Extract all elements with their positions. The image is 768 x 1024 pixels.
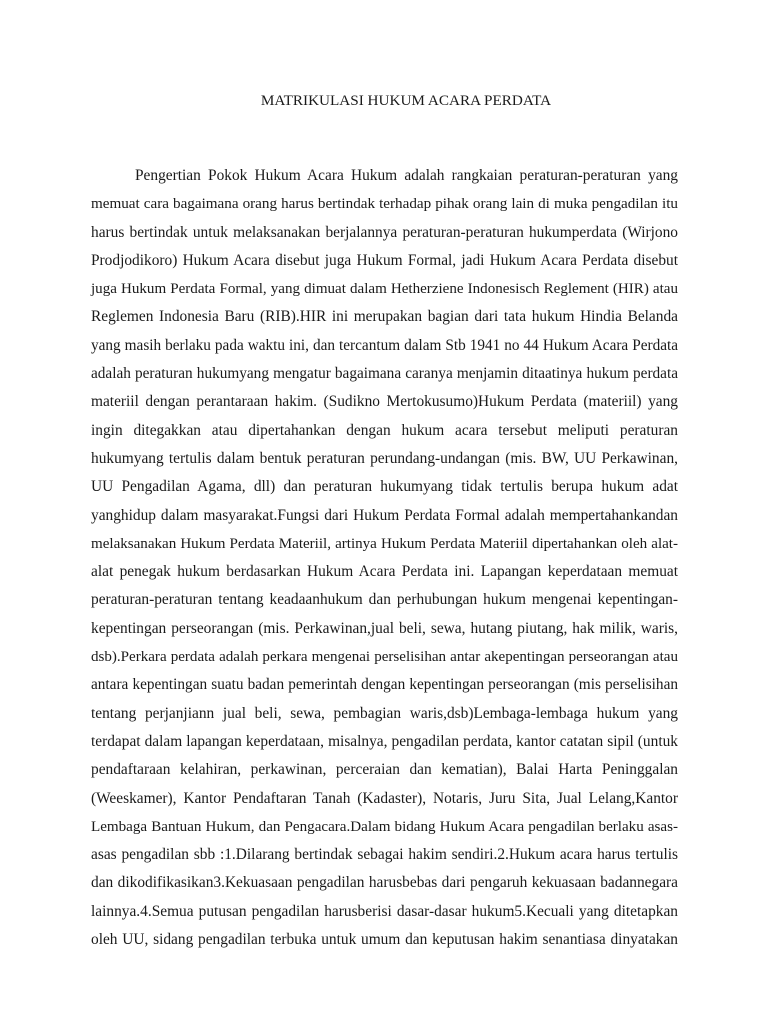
paragraph-line: asas pengadilan sbb :1.Dilarang bertindak sebagai hakim sendiri.2.Hukum acara harus tertulis <box>91 846 678 864</box>
paragraph-line: peraturan-peraturan tentang keadaanhukum dan perhubungan hukum mengenai kepentingan- <box>91 591 678 609</box>
paragraph-line: dsb).Perkara perdata adalah perkara mengenai perselisihan antar akepentingan perseorangan atau <box>91 649 678 666</box>
paragraph-line: ingin ditegakkan atau dipertahankan dengan hukum acara tersebut meliputi peraturan <box>91 421 678 439</box>
paragraph-line: dan dikodifikasikan3.Kekuasaan pengadilan harusbebas dari pengaruh kekuasaan badannegara <box>91 874 678 892</box>
paragraph-line: oleh UU, sidang pengadilan terbuka untuk umum dan keputusan hakim senantiasa dinyatakan <box>91 931 678 949</box>
paragraph-line: harus bertindak untuk melaksanakan berjalannya peraturan-peraturan hukumperdata (Wirjono <box>91 223 678 241</box>
document-body <box>91 162 678 954</box>
paragraph-line: UU Pengadilan Agama, dll) dan peraturan hukumyang tidak tertulis berupa hukum adat <box>91 478 678 496</box>
paragraph-line: Lembaga Bantuan Hukum, dan Pengacara.Dalam bidang Hukum Acara pengadilan berlaku asas- <box>91 818 678 835</box>
paragraph-line: materiil dengan perantaraan hakim. (Sudikno Mertokusumo)Hukum Perdata (materiil) yang <box>91 393 678 411</box>
paragraph-line: yang masih berlaku pada waktu ini, dan tercantum dalam Stb 1941 no 44 Hukum Acara Perdata <box>91 336 678 354</box>
paragraph-line: Reglemen Indonesia Baru (RIB).HIR ini merupakan bagian dari tata hukum Hindia Belanda <box>91 308 678 326</box>
paragraph-line: alat penegak hukum berdasarkan Hukum Acara Perdata ini. Lapangan keperdataan memuat <box>91 563 678 581</box>
paragraph-line: yanghidup dalam masyarakat.Fungsi dari Hukum Perdata Formal adalah mempertahankandan <box>91 506 678 524</box>
paragraph-line: juga Hukum Perdata Formal, yang dimuat dalam Hetherziene Indonesisch Reglement (HIR) atau <box>91 281 678 298</box>
paragraph-line: pendaftaraan kelahiran, perkawinan, perceraian dan kematian), Balai Harta Peninggalan <box>91 761 678 779</box>
paragraph-line: memuat cara bagaimana orang harus bertindak terhadap pihak orang lain di muka pengadilan itu <box>91 196 678 213</box>
paragraph-line: (Weeskamer), Kantor Pendaftaran Tanah (Kadaster), Notaris, Juru Sita, Jual Lelang,Kantor <box>91 789 678 807</box>
document-title: MATRIKULASI HUKUM ACARA PERDATA <box>260 92 552 109</box>
paragraph-line: terdapat dalam lapangan keperdataan, misalnya, pengadilan perdata, kantor catatan sipil (untuk <box>91 732 678 750</box>
paragraph-line: tentang perjanjiann jual beli, sewa, pembagian waris,dsb)Lembaga-lembaga hukum yang <box>91 704 678 722</box>
paragraph-line: kepentingan perseorangan (mis. Perkawinan,jual beli, sewa, hutang piutang, hak milik, waris, <box>91 619 678 637</box>
paragraph-line: Prodjodikoro) Hukum Acara disebut juga Hukum Formal, jadi Hukum Acara Perdata disebut <box>91 251 678 269</box>
paragraph-line: melaksanakan Hukum Perdata Materiil, artinya Hukum Perdata Materiil dipertahankan oleh alat- <box>91 535 678 552</box>
paragraph-line: adalah peraturan hukumyang mengatur bagaimana caranya menjamin ditaatinya hukum perdata <box>91 365 678 383</box>
paragraph-line: lainnya.4.Semua putusan pengadilan harusberisi dasar-dasar hukum5.Kecuali yang ditetapkan <box>91 902 678 920</box>
paragraph-line: Pengertian Pokok Hukum Acara Hukum adalah rangkaian peraturan-peraturan yang <box>135 167 678 184</box>
paragraph-line: antara kepentingan suatu badan pemerintah dengan kepentingan perseorangan (mis perselisihan <box>91 676 678 694</box>
paragraph-line: hukumyang tertulis dalam bentuk peraturan perundang-undangan (mis. BW, UU Perkawinan, <box>91 449 678 467</box>
